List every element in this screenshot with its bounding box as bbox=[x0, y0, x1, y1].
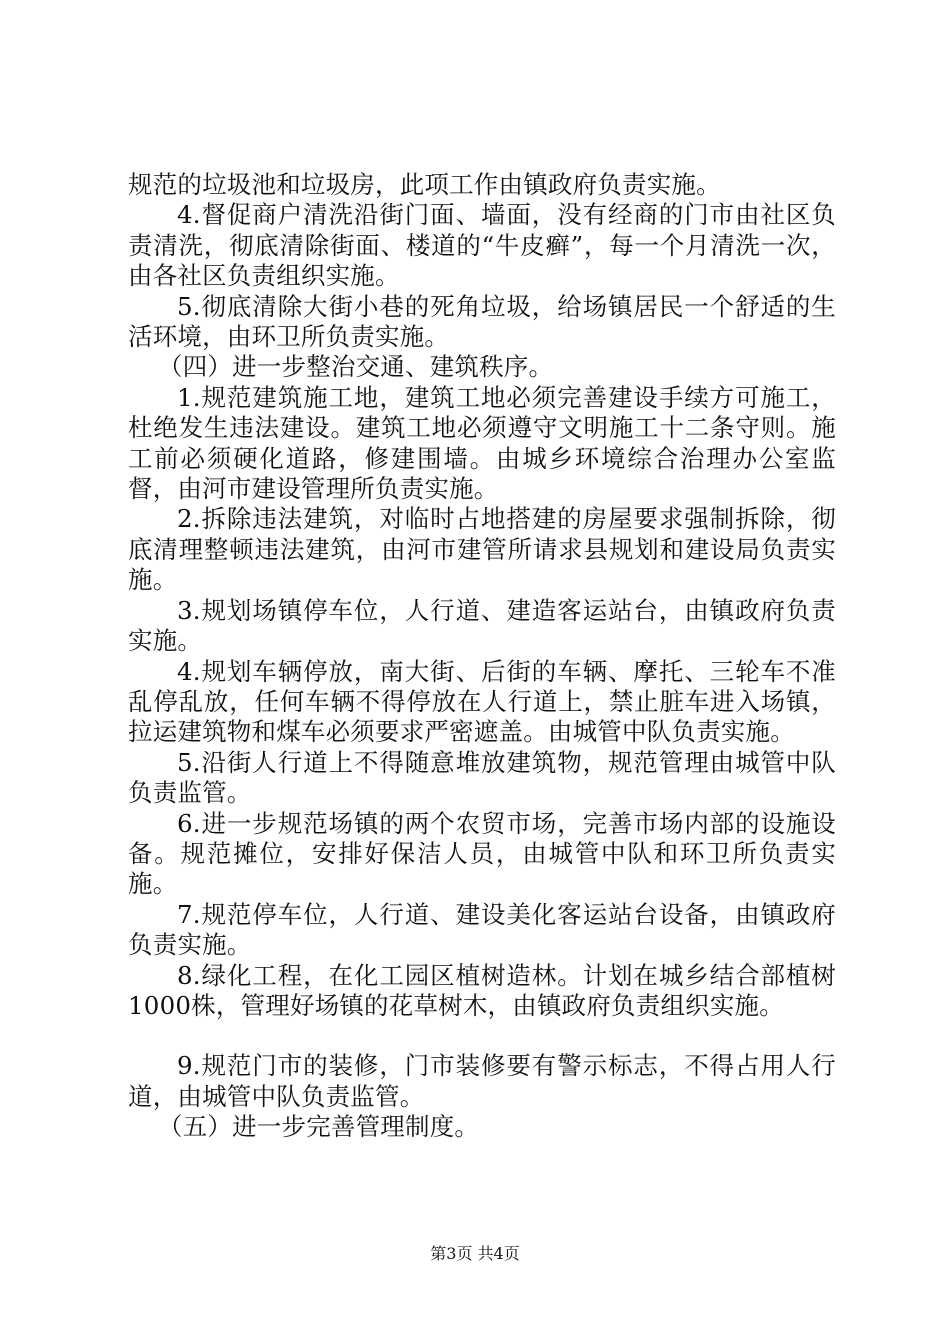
page-number-footer: 第3页 共4页 bbox=[430, 1244, 520, 1263]
paragraph-item-3-parking-planning: 3.规划场镇停车位，人行道、建造客运站台，由镇政府负责实施。 bbox=[128, 595, 836, 656]
paragraph-item-5-dead-corner-garbage: 5.彻底清除大街小巷的死角垃圾，给场镇居民一个舒适的生活环境，由环卫所负责实施。 bbox=[128, 291, 836, 352]
section-heading-5: （五）进一步完善管理制度。 bbox=[158, 1112, 480, 1142]
document-body bbox=[128, 170, 836, 1143]
paragraph-item-2-illegal-buildings: 2.拆除违法建筑，对临时占地搭建的房屋要求强制拆除，彻底清理整顿违法建筑，由河市建管所请求县规划和建设局负责实施。 bbox=[128, 504, 836, 595]
paragraph-item-1-construction-sites: 1.规范建筑施工地，建筑工地必须完善建设手续方可施工，杜绝发生违法建设。建筑工地必须遵守文明施工十二条守则。施工前必须硬化道路，修建围墙。由城乡环境综合治理办公室监督，由河市建设管理所负责实施。 bbox=[128, 382, 836, 504]
paragraph-item-9-shop-renovation: 9.规范门市的装修，门市装修要有警示标志，不得占用人行道，由城管中队负责监管。 bbox=[128, 1051, 836, 1111]
paragraph-item-6-farmers-markets: 6.进一步规范场镇的两个农贸市场，完善市场内部的设施设备。规范摊位，安排好保洁人员，由城管中队和环卫所负责实施。 bbox=[128, 808, 836, 899]
paragraph-item-5-sidewalk-materials: 5.沿街人行道上不得随意堆放建筑物，规范管理由城管中队负责监管。 bbox=[128, 747, 836, 808]
paragraph-item-7-parking-spaces: 7.规范停车位，人行道、建设美化客运站台设备，由镇政府负责实施。 bbox=[128, 899, 836, 960]
paragraph-continuation: 规范的垃圾池和垃圾房，此项工作由镇政府负责实施。 bbox=[128, 170, 721, 199]
paragraph-item-4-storefront-cleaning: 4.督促商户清洗沿街门面、墙面，没有经商的门市由社区负责清洗，彻底清除街面、楼道的“牛皮癣”，每一个月清洗一次，由各社区负责组织实施。 bbox=[128, 200, 836, 291]
section-heading-4: （四）进一步整治交通、建筑秩序。 bbox=[158, 352, 554, 382]
paragraph-item-4-vehicle-parking: 4.规划车辆停放，南大街、后街的车辆、摩托、三轮车不准乱停乱放，任何车辆不得停放在人行道上，禁止脏车进入场镇，拉运建筑物和煤车必须要求严密遮盖。由城管中队负责实施。 bbox=[128, 656, 836, 747]
paragraph-item-8-greening: 8.绿化工程，在化工园区植树造林。计划在城乡结合部植树1000株，管理好场镇的花草树木，由镇政府负责组织实施。 bbox=[128, 960, 836, 1020]
